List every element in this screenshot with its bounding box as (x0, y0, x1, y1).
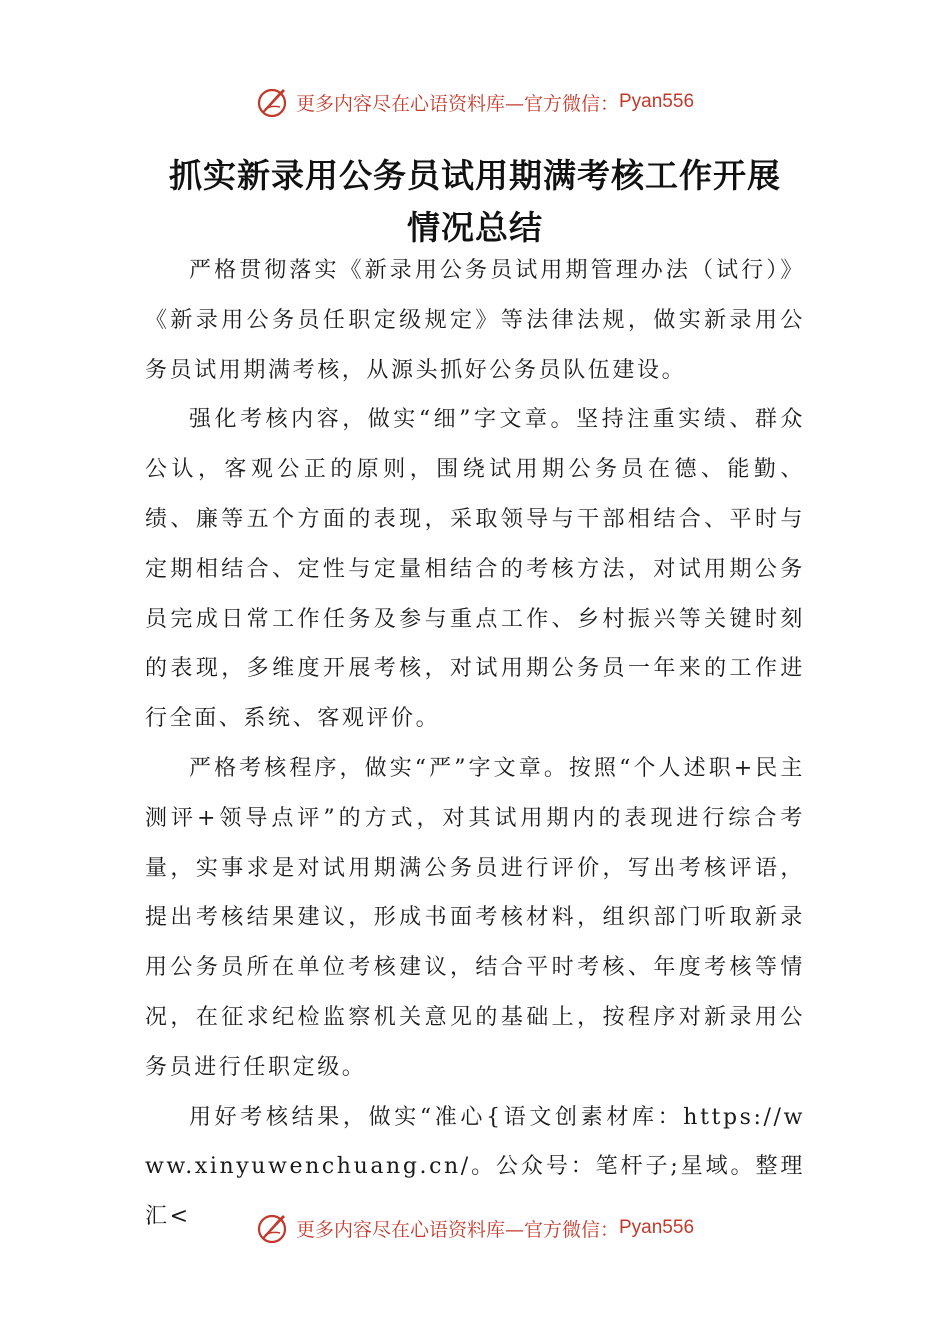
paragraph-procedure: 严格考核程序，做实“严”字文章。按照“个人述职+民主测评+领导点评”的方式，对其试用期内的表现进行综合考量，实事求是对试用期满公务员进行评价，写出考核评语，提出考核结果建议，形成书面考核材料，组织部门听取新录用公务员所在单位考核建议，结合平时考核、年度考核等情况，在征求纪检监察机关意见的基础上，按程序对新录用公务员进行任职定级。 (145, 755, 805, 1080)
footer-banner (0, 1208, 950, 1248)
wechat-id: Pyan556 (619, 91, 695, 112)
paragraph-intro: 严格贯彻落实《新录用公务员试用期管理办法（试行）》《新录用公务员任职定级规定》等法律法规，做实新录用公务员试用期满考核，从源头抓好公务员队伍建设。 (145, 258, 805, 383)
title-line-2: 情况总结 (407, 208, 543, 247)
banner-text: 更多内容尽在心语资料库—官方微信： (295, 92, 619, 115)
paragraph-results: 用好考核结果，做实“准心{语文创素材库：https://www.xinyuwenchuang.cn/。公众号：笔杆子;星域。整理汇< (145, 1104, 805, 1230)
pen-circle-icon (256, 85, 290, 119)
document-title (145, 150, 805, 254)
wechat-id: Pyan556 (619, 1217, 695, 1238)
banner-text: 更多内容尽在心语资料库—官方微信： (295, 1218, 619, 1241)
pen-circle-icon (256, 1211, 290, 1245)
document-body (145, 246, 805, 1242)
title-line-1: 抓实新录用公务员试用期满考核工作开展 (169, 156, 781, 195)
paragraph-content: 强化考核内容，做实“细”字文章。坚持注重实绩、群众公认，客观公正的原则，围绕试用期公务员在德、能勤、绩、廉等五个方面的表现，采取领导与干部相结合、平时与定期相结合、定性与定量相结合的考核方法，对试用期公务员完成日常工作任务及参与重点工作、乡村振兴等关键时刻的表现，多维度开展考核，对试用期公务员一年来的工作进行全面、系统、客观评价。 (145, 407, 805, 732)
header-banner (0, 82, 950, 122)
